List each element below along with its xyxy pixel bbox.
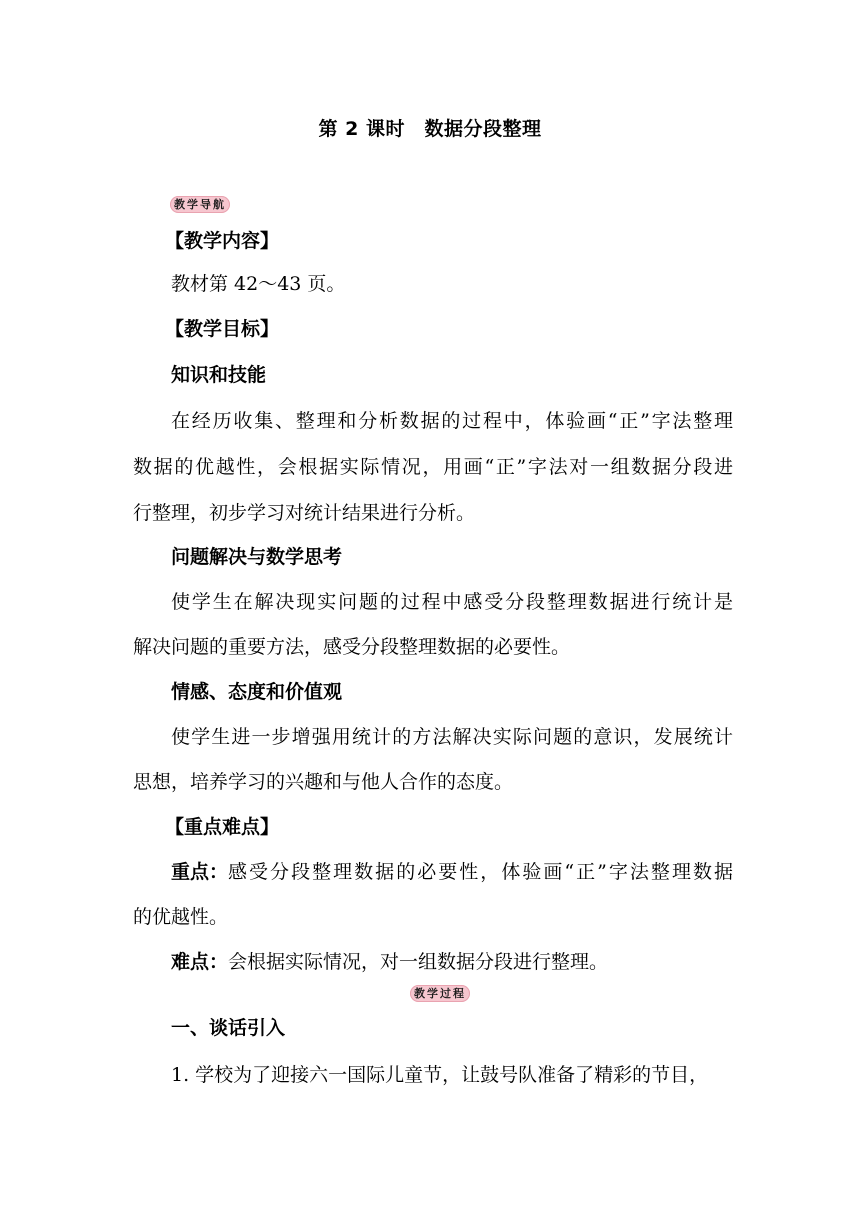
teaching-guide-badge: 教学导航 [170,196,230,213]
difficulty-text: 会根据实际情况，对一组数据分段进行整理。 [228,951,609,973]
intro-heading: 一、谈话引入 [171,1017,286,1039]
lesson-title: 第 2 课时 数据分段整理 [318,118,542,140]
teaching-content-text: 教材第 42～43 页。 [171,273,346,295]
difficulty-line [171,949,733,976]
key-difficulty-heading: 【重点难点】 [165,816,280,838]
paragraph-line: 数据的优越性，会根据实际情况，用画“正”字法对一组数据分段进 [133,456,733,478]
teaching-content-heading: 【教学内容】 [165,230,280,252]
paragraph-line: 解决问题的重要方法，感受分段整理数据的必要性。 [133,636,571,658]
paragraph-line: 思想，培养学习的兴趣和与他人合作的态度。 [133,771,514,793]
difficulty-label: 难点： [171,951,229,973]
paragraph-line: 行整理，初步学习对统计结果进行分析。 [133,502,476,524]
problem-solving-heading: 问题解决与数学思考 [171,546,343,568]
paragraph-line: 使学生在解决现实问题的过程中感受分段整理数据进行统计是 [171,591,733,613]
key-point-label: 重点： [171,861,229,883]
teaching-process-badge: 教学过程 [410,985,470,1002]
key-point-line [171,859,733,886]
paragraph-line: 1. 学校为了迎接六一国际儿童节，让鼓号队准备了精彩的节目， [171,1064,709,1086]
paragraph-line: 的优越性。 [133,906,229,928]
paragraph-line: 在经历收集、整理和分析数据的过程中，体验画“正”字法整理 [171,410,733,432]
key-point-text: 感受分段整理数据的必要性，体验画“正”字法整理数据 [228,861,733,883]
knowledge-skills-heading: 知识和技能 [171,364,267,386]
emotion-attitude-heading: 情感、态度和价值观 [171,681,343,703]
teaching-goals-heading: 【教学目标】 [165,318,280,340]
paragraph-line: 使学生进一步增强用统计的方法解决实际问题的意识，发展统计 [171,726,733,748]
